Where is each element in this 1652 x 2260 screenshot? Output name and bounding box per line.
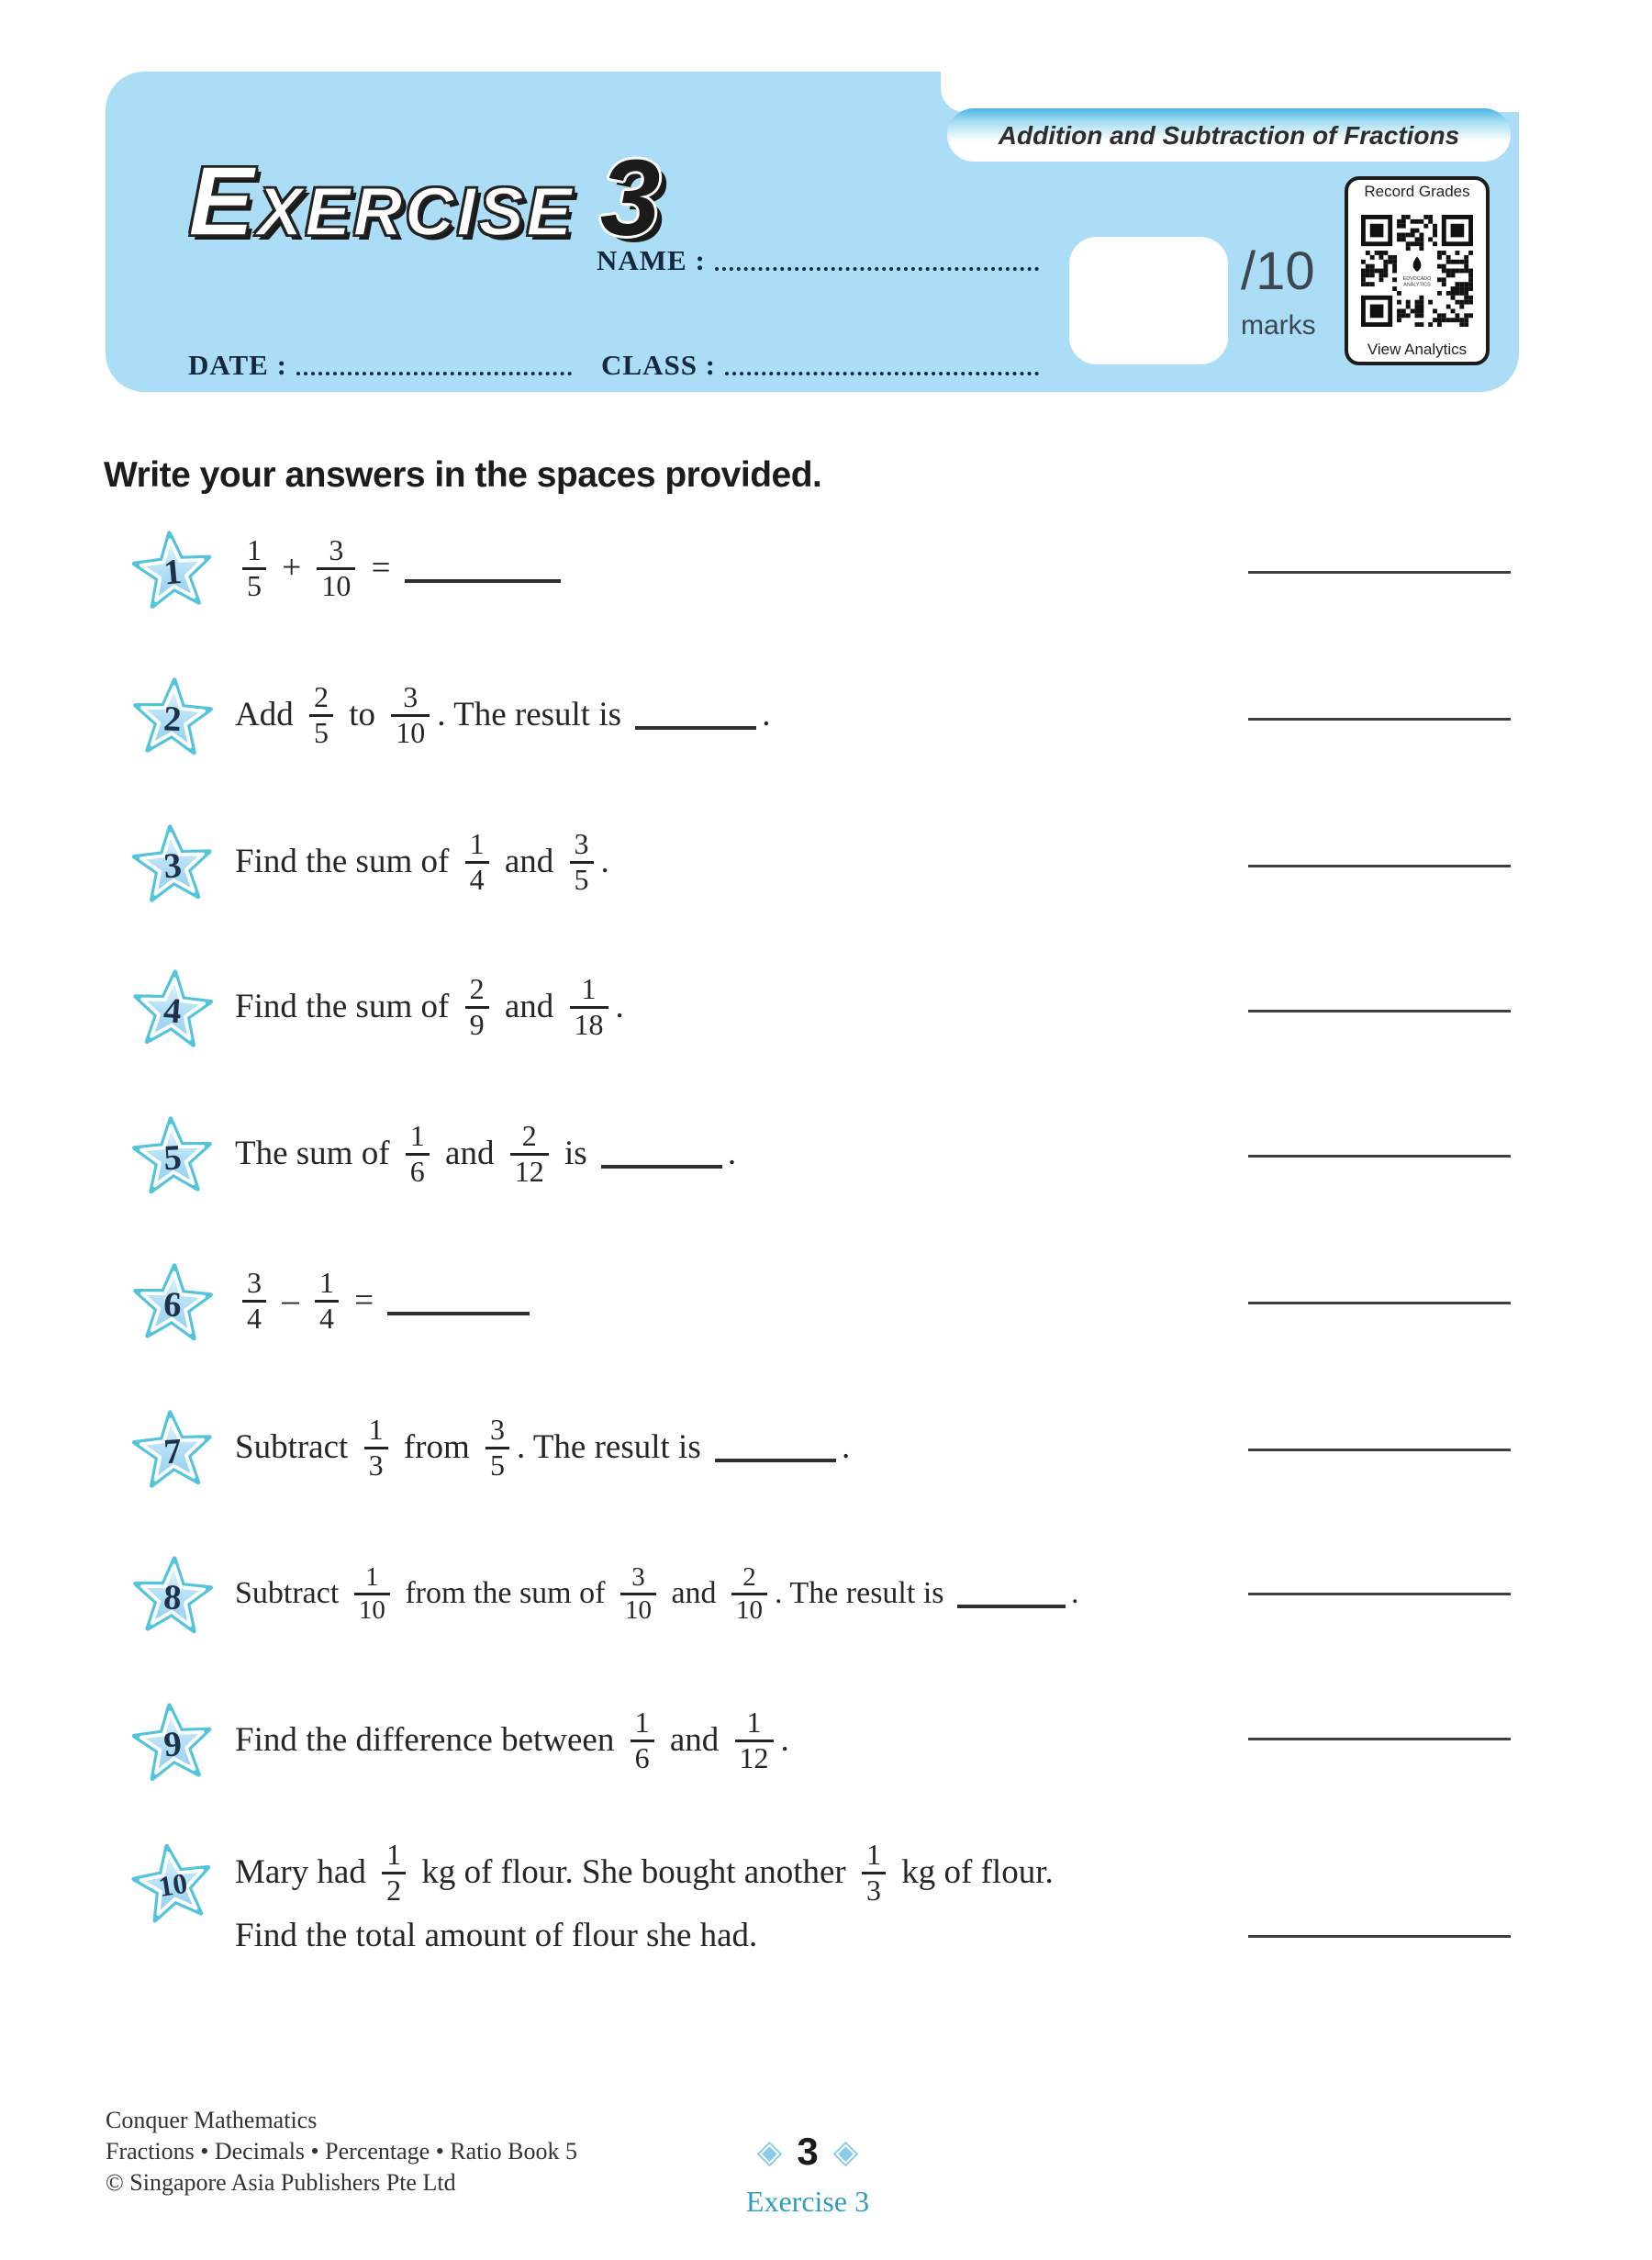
- star-badge: [127, 1696, 218, 1788]
- question-row-4: [130, 967, 624, 1051]
- imprint-line-1: Conquer Mathematics: [106, 2107, 318, 2133]
- question-text-fragment: is: [555, 1134, 596, 1172]
- question-text-fragment: Find the total amount of flour she had.: [235, 1916, 758, 1954]
- fraction-numerator: 2: [469, 971, 485, 1005]
- star-badge: [128, 1112, 218, 1201]
- fraction-numerator: 1: [469, 826, 485, 860]
- answer-line-right-1[interactable]: [1248, 571, 1511, 574]
- star-badge: [128, 964, 218, 1054]
- question-text-fragment: –: [273, 1281, 307, 1319]
- fraction-denominator: 5: [570, 861, 594, 897]
- fraction-denominator: 5: [242, 567, 266, 603]
- fraction-numerator: 1: [319, 1265, 334, 1299]
- question-text: [235, 1840, 1054, 1962]
- imprint-line-2: Fractions • Decimals • Percentage • Ratio Book 5: [106, 2138, 577, 2165]
- fraction-denominator: 10: [317, 567, 355, 603]
- question-text-fragment: and: [496, 987, 563, 1025]
- question-text-fragment: Find the difference between: [235, 1720, 623, 1759]
- question-text-fragment: from: [395, 1427, 478, 1466]
- answer-blank-inline[interactable]: [715, 1459, 836, 1462]
- answer-line-right-6[interactable]: [1248, 1302, 1511, 1304]
- answer-blank-inline[interactable]: [957, 1605, 1066, 1608]
- score-denominator: /10: [1241, 241, 1315, 301]
- question-text-fragment: kg of flour.: [893, 1852, 1054, 1891]
- answer-line-right-9[interactable]: [1248, 1738, 1511, 1740]
- question-text-fragment: Mary had: [235, 1852, 375, 1891]
- question-text: [235, 679, 771, 752]
- question-text: [235, 1265, 535, 1337]
- fraction-numerator: 1: [409, 1118, 425, 1152]
- question-number: 7: [162, 1432, 184, 1472]
- exercise-title-number: 3: [599, 138, 664, 259]
- exercise-title-lead: E: [188, 145, 258, 256]
- fraction: [382, 1839, 406, 1908]
- question-text-fragment: =: [346, 1281, 383, 1319]
- fraction: [354, 1562, 390, 1625]
- question-text-fragment: from the sum of: [396, 1575, 613, 1610]
- answer-blank-inline[interactable]: [405, 579, 561, 583]
- fraction-denominator: 10: [354, 1593, 390, 1625]
- fraction: [242, 1267, 266, 1336]
- star-badge: [128, 1404, 218, 1494]
- question-row-3: [130, 822, 609, 906]
- fraction-denominator: 6: [406, 1153, 430, 1189]
- fraction: [364, 1414, 388, 1482]
- fraction-denominator: 18: [570, 1006, 608, 1042]
- question-text-fragment: .: [780, 1720, 789, 1759]
- fraction-numerator: 1: [365, 1562, 379, 1593]
- answer-blank-inline[interactable]: [387, 1312, 530, 1315]
- answer-line-right-5[interactable]: [1248, 1155, 1511, 1158]
- question-number: 8: [162, 1578, 183, 1618]
- class-entry-line[interactable]: [725, 371, 1039, 375]
- answer-line-right-4[interactable]: [1248, 1010, 1511, 1013]
- svg-text:ANALYTICS: ANALYTICS: [1403, 282, 1431, 288]
- date-entry-line[interactable]: [296, 371, 572, 375]
- question-row-7: [130, 1407, 850, 1492]
- star-badge: [128, 819, 218, 909]
- question-number: 3: [162, 846, 184, 887]
- fraction-denominator: 10: [391, 714, 430, 750]
- question-text-fragment: . The result is: [517, 1427, 709, 1466]
- exercise-title: [188, 136, 664, 261]
- question-text-fragment: Subtract: [235, 1427, 357, 1466]
- star-badge: [128, 1551, 218, 1640]
- imprint-block: [106, 2105, 577, 2198]
- fraction-numerator: 3: [247, 1265, 262, 1299]
- fraction: [620, 1562, 656, 1625]
- question-number: 10: [156, 1866, 190, 1904]
- question-row-10: [130, 1840, 1054, 1962]
- fraction-denominator: 2: [382, 1872, 406, 1908]
- fraction-denominator: 3: [862, 1872, 886, 1908]
- fraction: [570, 973, 608, 1042]
- fraction-numerator: 1: [866, 1838, 882, 1871]
- date-field: [188, 349, 572, 382]
- fraction: [486, 1414, 509, 1482]
- fraction: [309, 681, 333, 750]
- question-text: [235, 1564, 1079, 1627]
- question-text-fragment: to: [340, 695, 385, 733]
- fraction-numerator: 3: [490, 1412, 505, 1446]
- question-text-fragment: and: [496, 842, 563, 880]
- question-number: 9: [162, 1724, 184, 1765]
- drop-logo-icon: [1413, 256, 1422, 272]
- fraction-denominator: 4: [242, 1300, 266, 1336]
- fraction-denominator: 12: [735, 1740, 774, 1775]
- fraction-numerator: 1: [386, 1838, 402, 1871]
- fraction: [465, 973, 489, 1042]
- question-text-fragment: .: [727, 1134, 737, 1172]
- fraction-denominator: 10: [620, 1593, 656, 1625]
- question-text-fragment: .: [600, 842, 609, 880]
- svg-text:EDVOCADO: EDVOCADO: [1402, 276, 1432, 283]
- question-text-fragment: and: [661, 1720, 728, 1759]
- chapter-tab: Addition and Subtraction of Fractions: [947, 108, 1511, 162]
- instruction-text: Write your answers in the spaces provided.: [104, 455, 822, 495]
- question-row-8: [130, 1553, 1079, 1638]
- fraction: [242, 534, 266, 603]
- exercise-title-rest: XERCISE: [257, 173, 575, 250]
- header-notch: [941, 64, 1535, 112]
- qr-bottom-label: View Analytics: [1367, 341, 1468, 358]
- fraction-numerator: 2: [313, 679, 329, 713]
- page-number: 3: [797, 2130, 819, 2173]
- question-text: [235, 1705, 789, 1777]
- question-text-fragment: .: [1071, 1575, 1079, 1610]
- name-field: [597, 244, 1039, 277]
- question-text-fragment: Find the sum of: [235, 987, 458, 1025]
- diamond-icon: ◈: [756, 2133, 783, 2170]
- question-text-fragment: .: [615, 987, 624, 1025]
- answer-line-right-2[interactable]: [1248, 718, 1511, 721]
- question-text-fragment: +: [273, 548, 310, 587]
- page-number-row: [707, 2130, 909, 2174]
- fraction-denominator: 6: [631, 1740, 654, 1775]
- fraction: [735, 1706, 774, 1775]
- qr-top-label: Record Grades: [1364, 183, 1470, 200]
- answer-blank-inline[interactable]: [635, 726, 756, 730]
- date-label: DATE :: [188, 349, 287, 381]
- fraction: [862, 1839, 886, 1908]
- question-text: [235, 971, 624, 1044]
- fraction-numerator: 1: [634, 1705, 650, 1739]
- fraction-denominator: 4: [465, 861, 489, 897]
- question-text-fragment: The sum of: [235, 1134, 398, 1172]
- fraction-numerator: 3: [403, 679, 419, 713]
- answer-line-right-8[interactable]: [1248, 1593, 1511, 1595]
- class-label: CLASS :: [601, 349, 717, 381]
- answer-line-right-7[interactable]: [1248, 1449, 1511, 1451]
- answer-blank-inline[interactable]: [601, 1165, 722, 1169]
- qr-code[interactable]: [1361, 215, 1473, 327]
- fraction-denominator: 4: [315, 1300, 339, 1336]
- question-text-fragment: .: [842, 1427, 851, 1466]
- question-row-1: [130, 528, 566, 612]
- fraction-numerator: 2: [521, 1118, 537, 1152]
- question-text: [235, 1118, 737, 1191]
- question-text-fragment: . The result is: [437, 695, 631, 733]
- question-text-fragment: and: [436, 1134, 503, 1172]
- star-badge: [124, 1834, 220, 1930]
- fraction-denominator: 12: [510, 1153, 549, 1189]
- class-field: [601, 349, 1039, 382]
- fraction: [570, 828, 594, 897]
- fraction: [731, 1562, 767, 1625]
- question-text-fragment: . The result is: [775, 1575, 953, 1610]
- score-entry-box[interactable]: [1069, 237, 1228, 364]
- question-text-fragment: =: [363, 548, 399, 587]
- question-number: 5: [162, 1138, 183, 1179]
- fraction-denominator: 3: [364, 1447, 388, 1482]
- fraction-numerator: 1: [247, 532, 262, 566]
- fraction-numerator: 2: [742, 1562, 756, 1593]
- question-text-fragment: Subtract: [235, 1575, 347, 1610]
- score-unit-label: marks: [1241, 310, 1316, 341]
- diamond-icon: ◈: [832, 2133, 859, 2170]
- question-row-2: [130, 675, 771, 759]
- qr-panel[interactable]: [1345, 176, 1490, 365]
- fraction: [510, 1120, 549, 1189]
- question-text-fragment: .: [762, 695, 771, 733]
- star-badge: [127, 524, 218, 616]
- fraction-numerator: 1: [746, 1705, 762, 1739]
- name-entry-line[interactable]: [715, 266, 1039, 271]
- fraction-numerator: 3: [574, 826, 589, 860]
- fraction-numerator: 1: [368, 1412, 384, 1446]
- fraction-numerator: 1: [581, 971, 597, 1005]
- question-number: 2: [162, 699, 183, 740]
- question-text: [235, 826, 609, 899]
- fraction-numerator: 3: [631, 1562, 645, 1593]
- imprint-line-3: © Singapore Asia Publishers Pte Ltd: [106, 2169, 456, 2196]
- question-row-5: [130, 1113, 736, 1198]
- fraction: [317, 534, 355, 603]
- question-number: 1: [162, 552, 184, 593]
- fraction: [465, 828, 489, 897]
- footer-exercise-label: Exercise 3: [745, 2185, 870, 2218]
- star-badge: [128, 1259, 218, 1348]
- question-number: 6: [162, 1285, 183, 1326]
- answer-line-right-10[interactable]: [1248, 1935, 1511, 1938]
- star-badge: [128, 673, 218, 762]
- fraction-denominator: 10: [731, 1593, 767, 1625]
- fraction-numerator: 3: [329, 532, 344, 566]
- fraction-denominator: 5: [309, 714, 333, 750]
- fraction: [406, 1120, 430, 1189]
- question-text-fragment: Find the sum of: [235, 842, 458, 880]
- question-text-fragment: kg of flour. She bought another: [413, 1852, 855, 1891]
- question-text-fragment: and: [663, 1575, 725, 1610]
- fraction-denominator: 9: [465, 1006, 489, 1042]
- fraction: [391, 681, 430, 750]
- question-text: [235, 1412, 851, 1484]
- fraction: [315, 1267, 339, 1336]
- answer-line-right-3[interactable]: [1248, 865, 1511, 867]
- question-row-6: [130, 1260, 535, 1345]
- question-number: 4: [162, 991, 183, 1032]
- question-row-9: [130, 1700, 789, 1785]
- question-text-fragment: Add: [235, 695, 302, 733]
- fraction: [631, 1706, 654, 1775]
- name-label: NAME :: [597, 244, 706, 276]
- question-text: [235, 532, 566, 605]
- fraction-denominator: 5: [486, 1447, 509, 1482]
